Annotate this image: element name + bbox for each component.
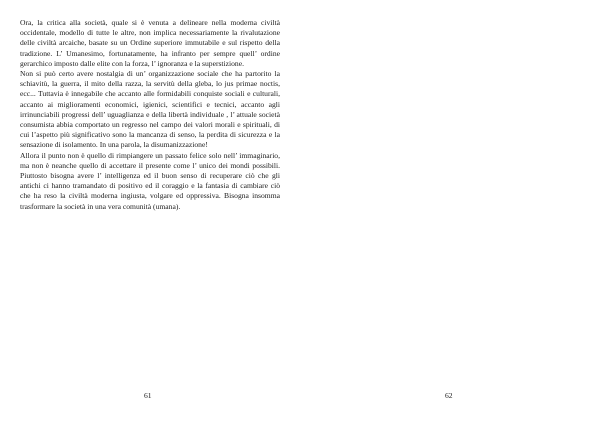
right-page: [300, 0, 600, 425]
paragraph-1: Ora, la critica alla società, quale si è venuta a delineare nella moderna civiltà occidentale, modello di tutte le altre, non implica necessariamente la rivalutazione delle civiltà arcaiche, basate su un Ordine superiore immutabile e sul rispetto della tradizione. L’ Umanesimo, fortunatamente, ha infranto per sempre quell’ ordine gerarchico imposto dalle elite con la forza, l’ ignoranza e la superstizione.: [20, 18, 280, 68]
paragraph-2: Non si può certo avere nostalgia di un’ organizzazione sociale che ha partorito la schiavitù, la guerra, il mito della razza, la servitù della gleba, lo jus primae noctis, ecc... Tuttavia è innegabile che accanto alle formidabili conquiste sociali e culturali, accanto ai miglioramenti economici, igienici, scientifici e tecnici, accanto agli irrinunciabili progressi dell’ uguaglianza e della libertà individuale , l’ attuale società consumista abbia comportato un regresso nel campo dei valori morali e spirituali, di cui l’aspetto più significativo sono la mancanza di senso, la perdita di sicurezza e la sensazione di isolamento. In una parola, la disumanizzazione!: [20, 69, 280, 150]
paragraph-3: Allora il punto non è quello di rimpiangere un passato felice solo nell’ immaginario, ma non è neanche quello di accettare il presente come l’ unico dei mondi possibili. Piuttosto bisogna avere l’ intelligenza ed il buon senso di recuperare ciò che gli antichi ci hanno tramandato di positivo ed il coraggio e la fantasia di cambiare ciò che ha reso la civiltà moderna ingiusta, volgare ed oppressiva. Bisogna insomma trasformare la società in una vera comunità (umana).: [20, 150, 280, 211]
page-number-left: 61: [144, 391, 152, 400]
page-number-right: 62: [445, 391, 453, 400]
body-text: [20, 18, 280, 212]
